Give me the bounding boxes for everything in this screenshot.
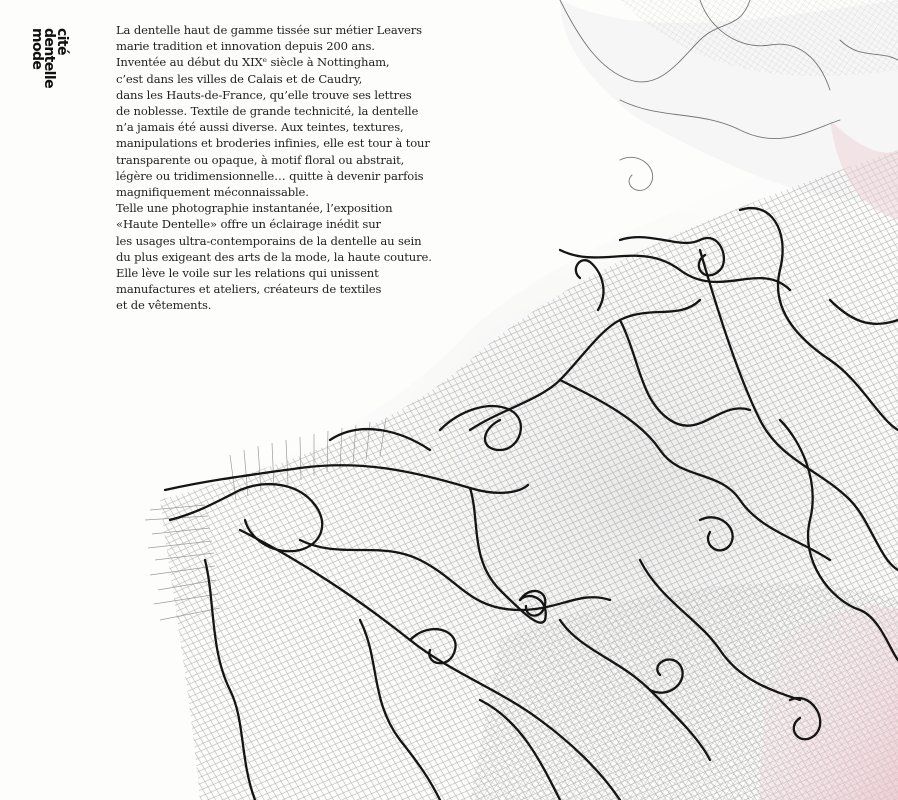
intro-line: Elle lève le voile sur les relations qui unissent	[116, 266, 379, 281]
intro-line: les usages ultra-contemporains de la dentelle au sein	[116, 233, 422, 248]
intro-paragraph	[116, 22, 456, 314]
intro-line: La dentelle haut de gamme tissée sur métier Leavers	[116, 23, 422, 37]
intro-line: et de vêtements.	[116, 298, 212, 313]
logo-line: cité	[54, 28, 70, 55]
intro-line: n’a jamais été aussi diverse. Aux teintes, textures,	[116, 120, 404, 135]
intro-line: du plus exigeant des arts de la mode, la haute couture.	[116, 249, 432, 264]
intro-line: Telle une photographie instantanée, l’exposition	[116, 201, 393, 216]
intro-line: dans les Hauts-de-France, qu’elle trouve ses lettres	[116, 87, 412, 102]
intro-line: légère ou tridimensionnelle… quitte à devenir parfois	[116, 168, 424, 183]
intro-line: de noblesse. Textile de grande technicité, la dentelle	[116, 104, 419, 119]
intro-line: magnifiquement méconnaissable.	[116, 185, 309, 200]
intro-line: manufactures et ateliers, créateurs de textiles	[116, 282, 382, 297]
intro-line: manipulations et broderies infinies, elle est tour à tour	[116, 136, 430, 151]
intro-line: marie tradition et innovation depuis 200 ans.	[116, 39, 375, 54]
intro-line: «Haute Dentelle» offre un éclairage inédit sur	[116, 217, 381, 232]
intro-line: Inventée au début du XIXᵉ siècle à Nottingham,	[116, 55, 390, 70]
intro-line: transparente ou opaque, à motif floral ou abstrait,	[116, 152, 405, 167]
logo-line: mode	[29, 28, 45, 70]
intro-line: c’est dans les villes de Calais et de Caudry,	[116, 71, 363, 86]
logo-line: dentelle	[41, 28, 58, 88]
